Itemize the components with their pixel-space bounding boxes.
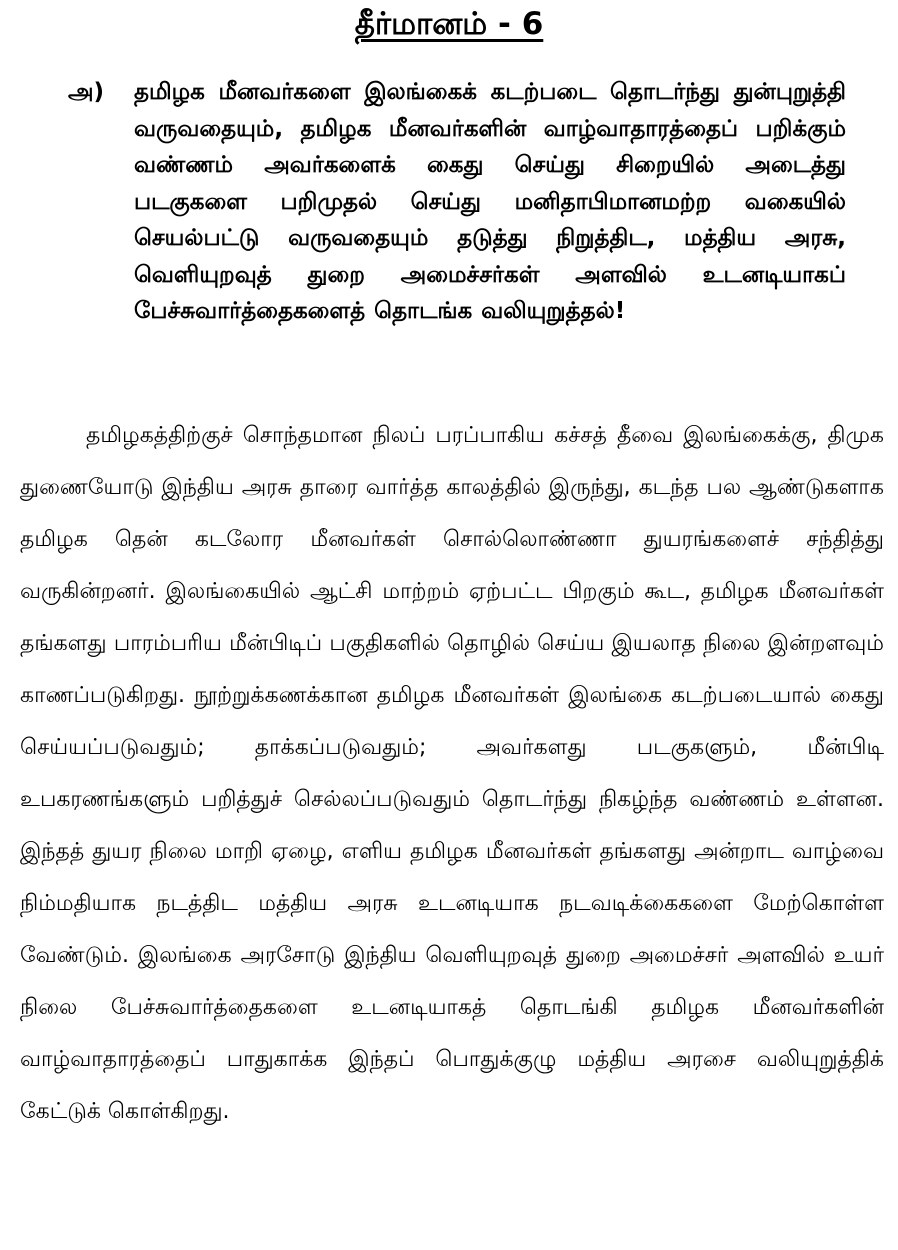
body-paragraph: தமிழகத்திற்குச் சொந்தமான நிலப் பரப்பாகிய கச்சத் தீவை இலங்கைக்கு, திமுக துணையோடு இந்திய அரசு தாரை வார்த்த காலத்தில் இருந்து, கடந்த பல ஆண்டுகளாக தமிழக தென் கடலோர மீனவர்கள் சொல்லொண்ணா துயரங்களைச் சந்தித்து வருகின்றனர். இலங்கையில் ஆட்சி மாற்றம் ஏற்பட்ட பிறகும் கூட, தமிழக மீனவர்கள் தங்களது பாரம்பரிய மீன்பிடிப் பகுதிகளில் தொழில் செய்ய இயலாத நிலை இன்றளவும் காணப்படுகிறது. நூற்றுக்கணக்கான தமிழக மீனவர்கள் இலங்கை கடற்படையால் கைது செய்யப்படுவதும்; தாக்கப்படுவதும்; அவர்களது படகுகளும், மீன்பிடி உபகரணங்களும் பறித்துச் செல்லப்படுவதும் தொடர்ந்து நிகழ்ந்த வண்ணம் உள்ளன. இந்தத் துயர நிலை மாறி ஏழை, எளிய தமிழக மீனவர்கள் தங்களது அன்றாட வாழ்வை நிம்மதியாக நடத்திட மத்திய அரசு உடனடியாக நடவடிக்கைகளை மேற்கொள்ள வேண்டும். இலங்கை அரசோடு இந்திய வெளியுறவுத் துறை அமைச்சர் அளவில் உயர் நிலை பேச்சுவார்த்தைகளை உடனடியாகத் தொடங்கி தமிழக மீனவர்களின் வாழ்வாதாரத்தைப் பாதுகாக்க இந்தப் பொதுக்குழு மத்திய அரசை வலியுறுத்திக் கேட்டுக் கொள்கிறது. [20,423,884,1124]
resolution-title [0,2,898,46]
resolution-clause-text: தமிழக மீனவர்களை இலங்கைக் கடற்படை தொடர்ந்து துன்புறுத்தி வருவதையும், தமிழக மீனவர்களின் வாழ்வாதாரத்தைப் பறிக்கும் வண்ணம் அவர்களைக் கைது செய்து சிறையில் அடைத்து படகுகளை பறிமுதல் செய்து மனிதாபிமானமற்ற வகையில் செயல்பட்டு வருவதையும் தடுத்து நிறுத்திட, மத்திய அரசு, வெளியுறவுத் துறை அமைச்சர்கள் அளவில் உடனடியாகப் பேச்சுவார்த்தைகளைத் தொடங்க வலியுறுத்தல்! [134,79,846,324]
resolution-clause-marker: அ) [68,79,105,105]
resolution-title-text: தீர்மானம் - 6 [354,6,544,42]
